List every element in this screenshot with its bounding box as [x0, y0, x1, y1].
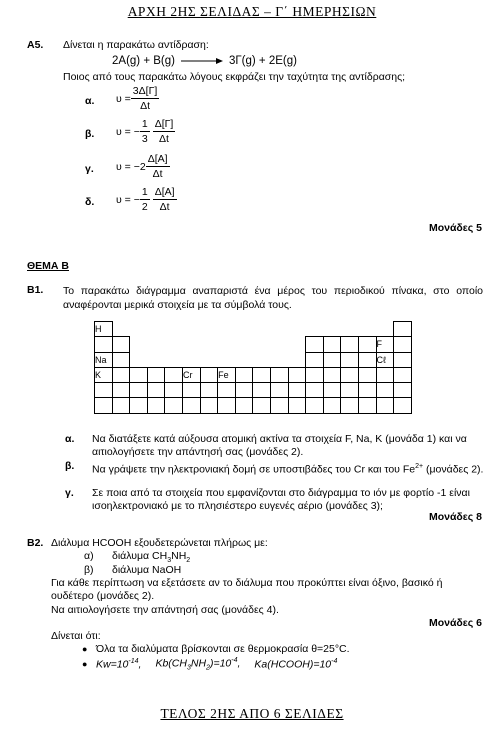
b1-item-a-letter: α. — [65, 433, 75, 445]
element-cell-f: F — [376, 337, 394, 352]
fe-charge-superscript: 2+ — [415, 463, 424, 470]
ka-base: Ka(HCOOH)=10 — [254, 658, 332, 671]
given-ka — [254, 658, 337, 671]
b2-text-1: Για κάθε περίπτωση να εξετάσετε αν το διάλυμα που προκύπτει είναι όξινο, βασικό ή ουδέτερο (μονάδες 2). — [51, 577, 443, 602]
b1-item-c-letter: γ. — [65, 487, 74, 499]
option-a-letter: α. — [85, 95, 95, 107]
element-cell-h: H — [95, 322, 113, 337]
option-d-coef-num: 1 — [141, 186, 148, 198]
kw-exponent: -14 — [128, 658, 139, 666]
ka-exponent: -4 — [331, 658, 338, 666]
given-temperature-text: Όλα τα διαλύματα βρίσκονται σε θερμοκρασία θ=25°C. — [96, 643, 350, 655]
option-b-prefix: υ = − — [116, 125, 140, 138]
b1-item-b-text-main: Να γράψετε την ηλεκτρονιακή δομή σε υποστιβάδες του Cr και του Fe — [92, 463, 416, 476]
bullet-icon: ● — [82, 659, 88, 670]
reaction-reactants: 2A(g) + B(g) — [112, 55, 175, 67]
option-a-formula — [116, 84, 159, 113]
option-a-fraction — [131, 84, 159, 113]
reaction-arrow-icon — [179, 56, 225, 66]
question-b2-label: Β2. — [27, 537, 44, 549]
b2-given-list — [82, 643, 482, 672]
kb-sub1: 3 — [186, 664, 191, 672]
element-cell-cr: Cr — [182, 367, 200, 382]
option-c-formula — [116, 152, 170, 181]
a5-marks: Μονάδες 5 — [428, 222, 482, 234]
a5-question: Ποιος από τους παρακάτω λόγους εκφράζει την ταχύτητα της αντίδρασης; — [63, 71, 406, 83]
b2-option-b-letter: β) — [84, 564, 94, 576]
option-d-denominator: Δt — [159, 201, 170, 213]
b2-intro: Διάλυμα HCOOH εξουδετερώνεται πλήρως με: — [51, 537, 268, 549]
b2-given: Δίνεται ότι: — [51, 630, 101, 642]
given-kb: $Kb(CH_3NH_2)=10^{-4}$, — [155, 657, 241, 672]
a5-reaction — [112, 55, 297, 67]
b2-option-a-text — [112, 550, 190, 564]
b2-option-a-sub2: 2 — [186, 557, 191, 565]
kb-base: Kb(CH — [155, 657, 187, 670]
option-b-formula — [116, 117, 175, 146]
b1-text: Το παρακάτω διάγραμμα αναπαριστά ένα μέρος του περιοδικού πίνακα, στο οποίο αναφέρονται μερικά στοιχεία με τα σύμβολά τους. — [63, 285, 483, 311]
option-d-fraction — [153, 185, 177, 214]
option-c-numerator: Δ[A] — [147, 153, 168, 165]
option-a-numerator: 3Δ[Γ] — [132, 85, 158, 97]
given-bullet-temperature — [82, 643, 482, 655]
option-d-formula — [116, 185, 177, 214]
b1-item-b-text — [92, 460, 486, 477]
b1-marks: Μονάδες 8 — [428, 511, 482, 523]
option-c-letter: γ. — [85, 163, 94, 175]
kb-exponent: -4 — [231, 657, 238, 664]
b2-option-a-mid: NH — [171, 550, 187, 562]
kb-sub2: 2 — [206, 664, 210, 672]
given-kw: $Kw=10^{-14}$, — [96, 658, 142, 671]
question-a5-label: Α5. — [27, 39, 44, 51]
option-a-denominator: Δt — [140, 100, 150, 112]
option-c-denominator: Δt — [152, 168, 163, 180]
b2-marks: Μονάδες 6 — [428, 617, 482, 629]
option-b-coef-num: 1 — [141, 118, 148, 130]
element-cell-cl: Cℓ — [376, 352, 394, 367]
b1-item-a-text: Να διατάξετε κατά αύξουσα ατομική ακτίνα τα στοιχεία F, Na, K (μονάδα 1) και να αιτιολογήσετε την απάντησή σας (μονάδες 2). — [92, 433, 467, 458]
page-footer: ΤΕΛΟΣ 2ΗΣ ΑΠΟ 6 ΣΕΛΙΔΕΣ — [160, 706, 344, 721]
periodic-table-diagram — [94, 321, 412, 414]
option-b-coefficient — [140, 117, 150, 146]
a5-intro: Δίνεται η παρακάτω αντίδραση: — [63, 39, 209, 51]
b2-option-a-letter: α) — [84, 550, 94, 562]
option-d-coef-den: 2 — [141, 201, 148, 213]
b2-option-a-main: διάλυμα CH — [112, 550, 168, 562]
option-d-numerator: Δ[A] — [154, 186, 175, 198]
option-c-fraction — [146, 152, 170, 181]
option-d-letter: δ. — [85, 196, 95, 208]
element-cell-na: Na — [95, 352, 113, 367]
b2-option-a-sub1: 3 — [167, 557, 172, 565]
kb-end: )=10 — [209, 657, 232, 670]
b1-item-b-letter: β. — [65, 460, 75, 472]
option-d-prefix: υ = − — [116, 193, 140, 206]
b2-option-b-text: διάλυμα NaOH — [112, 564, 182, 576]
option-b-coef-den: 3 — [141, 133, 148, 145]
b2-text-2: Να αιτιολογήσετε την απάντησή σας (μονάδες 4). — [51, 604, 279, 616]
b1-item-c-text: Σε ποια από τα στοιχεία που εμφανίζονται στο διάγραμμα το ιόν με φορτίο -1 είναι ισοηλεκτρονιακό με το πλησιέστερο ευγενές αέριο (μονάδες 3); — [92, 487, 470, 512]
bullet-icon: ● — [82, 644, 88, 654]
option-b-fraction — [153, 117, 176, 146]
kb-mid: NH — [190, 657, 207, 670]
reaction-products: 3Γ(g) + 2E(g) — [228, 55, 297, 67]
question-b1-label: Β1. — [27, 284, 44, 296]
b1-item-b-marks: (μονάδες 2). — [423, 463, 484, 476]
option-d-coefficient — [140, 185, 150, 214]
option-b-denominator: Δt — [159, 133, 169, 145]
option-b-numerator: Δ[Γ] — [154, 118, 174, 130]
page-header: ΑΡΧΗ 2ΗΣ ΣΕΛΙΔΑΣ – Γ΄ ΗΜΕΡΗΣΙΩΝ — [127, 4, 377, 19]
kw-base: Kw=10 — [96, 658, 129, 671]
given-bullet-constants — [82, 657, 482, 672]
element-cell-k: K — [95, 367, 113, 382]
option-c-prefix: υ = −2 — [116, 160, 146, 173]
option-b-letter: β. — [85, 128, 95, 140]
option-a-prefix: υ = — [116, 92, 131, 105]
element-cell-fe: Fe — [218, 367, 236, 382]
section-title-b: ΘΕΜΑ Β — [27, 260, 69, 272]
